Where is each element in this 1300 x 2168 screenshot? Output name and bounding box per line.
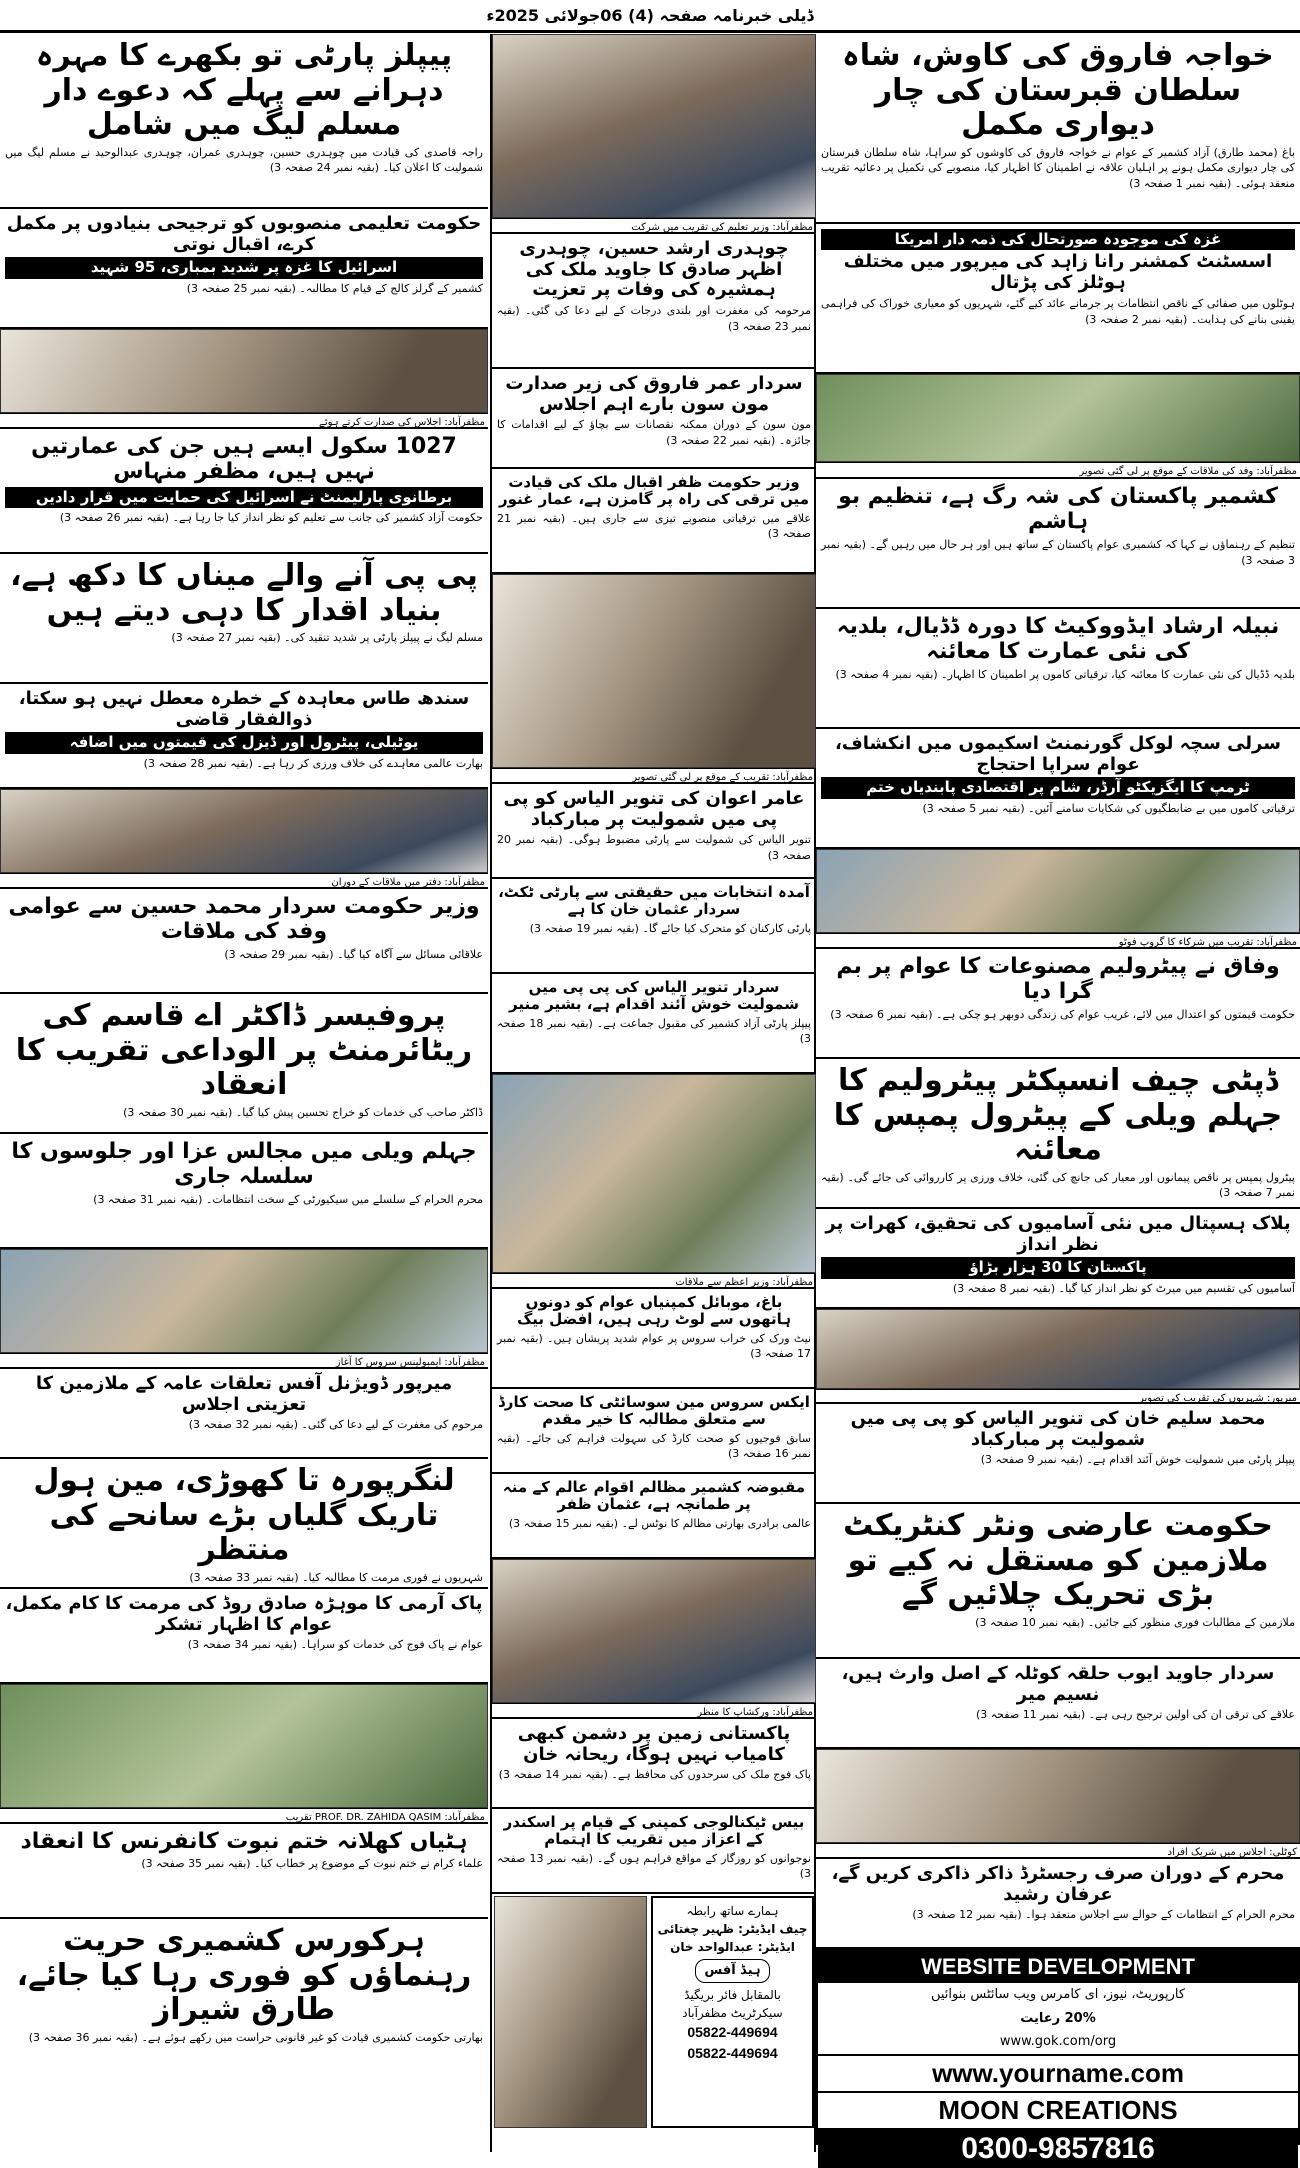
headline: عامر اعوان کی تنویر الیاس کو پی پی میں شمولیت پر مبارکباد [503, 788, 805, 830]
story-block [0, 1134, 488, 1249]
story-text: بھارت عالمی معاہدے کی خلاف ورزی کر رہا ہے۔ (بقیہ نمبر 28 صفحہ 3) [143, 756, 483, 770]
story-block [0, 1824, 488, 1919]
headline: سردار عمر فاروق کی زیر صدارت مون سون بارے اہم اجلاس [505, 373, 803, 415]
story-text: عوام نے پاک فوج کی خدمات کو سراہا۔ (بقیہ نمبر 34 صفحہ 3) [187, 1638, 483, 1652]
story-block [816, 949, 1300, 1059]
story-text: نیٹ ورک کی خراب سروس پر عوام شدید پریشان ہیں۔ (بقیہ نمبر 17 صفحہ 3) [497, 1331, 811, 1361]
news-photo [0, 1684, 488, 1808]
headline: ہٹیاں کھلانہ ختم نبوت کانفرنس کا انعقاد [20, 1829, 468, 1854]
news-photo [0, 789, 488, 873]
story-text: مون سون کے دوران ممکنہ نقصانات سے بچاؤ کے لیے اقدامات کا جائزہ۔ (بقیہ نمبر 22 صفحہ 3) [497, 418, 811, 448]
story-text: پیٹرول پمپس پر ناقص پیمانوں اور معیار کی جانچ کی گئی، خلاف ورزی پر کارروائی کی جائے گی۔ (بقیہ نمبر 7 صفحہ 3) [821, 1170, 1295, 1200]
story-text: حکومت آزاد کشمیر کی جانب سے تعلیم کو نظر انداز کیا جا رہا ہے۔ (بقیہ نمبر 26 صفحہ 3) [59, 510, 483, 524]
headline: 1027 سکول ایسے ہیں جن کی عمارتیں نہیں ہیں، مظفر منہاس [31, 434, 457, 485]
photo-caption: مظفرآباد: ایمبولینس سروس کا آغاز [0, 1353, 488, 1371]
story-text: محرم الحرام کے انتظامات کے حوالے سے اجلاس منعقد ہوا۔ (بقیہ نمبر 12 صفحہ 3) [912, 1908, 1295, 1922]
photo-caption: مظفرآباد: وزیر اعظم سے ملاقات [492, 1273, 816, 1291]
headline: آمدہ انتخابات میں حقیقتی سے پارٹی ٹکٹ، سردار عثمان خان کا ہے [498, 883, 810, 919]
photo-block [0, 789, 488, 889]
office-address: بالمقابل فائر بریگیڈ سیکرٹریٹ مظفرآباد [682, 1987, 783, 2020]
headline: وزیر حکومت سردار محمد حسین سے عوامی وفد کی ملاقات [8, 894, 480, 945]
story-text: علاقے کی ترقی ان کی اولین ترجیح رہی ہے۔ (بقیہ نمبر 11 صفحہ 3) [975, 1708, 1295, 1722]
headline: وزیر حکومت ظفر اقبال ملک کی قیادت میں ترقی کی راہ پر گامزن ہے، عمار غنور [498, 473, 810, 509]
headline: خواجہ فاروق کی کاوش، شاہ سلطان قبرستان کی چار دیواری مکمل [842, 38, 1274, 142]
story-block [816, 1504, 1300, 1659]
story-text: ڈاکٹر صاحب کی خدمات کو خراج تحسین پیش کیا گیا۔ (بقیہ نمبر 30 صفحہ 3) [123, 1105, 483, 1119]
story-text: علاقے میں ترقیاتی منصوبے تیزی سے جاری ہیں۔ (بقیہ نمبر 21 صفحہ 3) [497, 511, 811, 541]
sub-headline: ٹرمپ کا ایگزیکٹو آرڈر، شام پر اقتصادی پابندیاں ختم [821, 777, 1295, 798]
story-block [492, 974, 816, 1074]
story-text: آسامیوں کی تقسیم میں میرٹ کو نظر انداز کیا گیا۔ (بقیہ نمبر 8 صفحہ 3) [952, 1281, 1295, 1295]
photo-caption: مظفرآباد: وفد کی ملاقات کے موقع پر لی گئی تصویر [816, 462, 1300, 480]
photo-block [816, 1309, 1300, 1404]
story-text: راجہ قاصدی کی قیادت میں چوہدری حسین، چوہدری عمران، چوہدری عبدالوحید نے مسلم لیگ میں شمولیت کا اعلان کیا۔ (بقیہ نمبر 24 صفحہ 3) [5, 145, 483, 175]
story-block [492, 469, 816, 574]
story-text: پاک فوج ملک کی سرحدوں کی محافظ ہے۔ (بقیہ نمبر 14 صفحہ 3) [498, 1768, 811, 1782]
photo-caption: مظفرآباد: ورکشاپ کا منظر [492, 1703, 816, 1721]
story-block [816, 609, 1300, 729]
story-block [816, 1659, 1300, 1749]
head-office-logo: ہیڈ آفس [695, 1959, 769, 1983]
editor: ایڈیٹر: عبدالواحد خان [670, 1940, 795, 1954]
ad-brand: MOON CREATIONS [818, 2093, 1298, 2130]
story-text: علماء کرام نے ختم نبوت کے موضوع پر خطاب کیا۔ (بقیہ نمبر 35 صفحہ 3) [141, 1857, 483, 1871]
story-block [492, 1809, 816, 1894]
photo-caption: مظفرآباد: تقریب میں شرکاء کا گروپ فوٹو [816, 933, 1300, 951]
page-header [0, 0, 1300, 33]
story-block [492, 1389, 816, 1474]
headline: میرپور ڈویژنل آفس تعلقات عامہ کے ملازمین کا تعزیتی اجلاس [35, 1373, 453, 1415]
story-block [492, 879, 816, 974]
sub-headline: برطانوی پارلیمنٹ نے اسرائیل کی حمایت میں قرار دادیں [5, 487, 483, 508]
photo-block [492, 574, 816, 784]
story-block [0, 1369, 488, 1459]
news-photo [0, 1249, 488, 1353]
story-block [816, 1059, 1300, 1209]
photo-block [816, 374, 1300, 479]
headline: پاکستانی زمین پر دشمن کبھی کامیاب نہیں ہوگا، ریحانہ خان [517, 1723, 791, 1765]
photo-block [816, 849, 1300, 949]
story-block [0, 889, 488, 994]
story-text: مرحومہ کی مغفرت اور بلندی درجات کے لیے دعا کی گئی۔ (بقیہ نمبر 23 صفحہ 3) [497, 304, 811, 333]
headline: سرلی سچہ لوکل گورنمنٹ اسکیموں میں انکشاف، عوام سراپا احتجاج [835, 733, 1281, 775]
sub-headline: پاکستان کا 30 ہزار بڑاؤ [821, 1257, 1295, 1278]
headline: اسسٹنٹ کمشنر رانا زاہد کی میرپور میں مختلف ہوٹلز کی پڑتال [843, 251, 1273, 293]
chief-editor: چیف ایڈیٹر: ظہیر چغتائی [657, 1922, 808, 1936]
headline: حکومت تعلیمی منصوبوں کو ترجیحی بنیادوں پر مکمل کرے، اقبال نوتی [6, 213, 482, 255]
photo-block [492, 1559, 816, 1719]
story-block [816, 729, 1300, 849]
story-block [0, 994, 488, 1134]
photo-caption: مظفرآباد: اجلاس کی صدارت کرتے ہوئے [0, 413, 488, 431]
headline: نبیلہ ارشاد ایڈووکیٹ کا دورہ ڈڈیال، بلدیہ کی نئی عمارت کا معائنہ [836, 614, 1280, 665]
story-block [0, 554, 488, 684]
story-text: شہریوں نے فوری مرمت کا مطالبہ کیا۔ (بقیہ نمبر 33 صفحہ 3) [189, 1570, 483, 1584]
story-block [492, 369, 816, 469]
story-text: مرحوم کی مغفرت کے لیے دعا کی گئی۔ (بقیہ نمبر 32 صفحہ 3) [188, 1418, 483, 1432]
story-block [816, 1404, 1300, 1504]
headline: سندھ طاس معاہدہ کے خطرہ معطل نہیں ہو سکتا، ذوالفقار قاضی [18, 688, 470, 730]
headline: باغ، موبائل کمپنیاں عوام کو دونوں ہاتھوں سے لوٹ رہی ہیں، افضل بیگ [516, 1293, 792, 1329]
photo-caption: میرپور: شہریوں کی تقریب کی تصویر [816, 1389, 1300, 1407]
headline: پیپلز پارٹی تو بکھرے کا مہرہ دہرانے سے پہلے کہ دعوے دار مسلم لیگ میں شامل [35, 38, 453, 142]
sub-headline: غزہ کی موجودہ صورتحال کی ذمہ دار امریکا [821, 229, 1295, 250]
story-text: ترقیاتی کاموں میں بے ضابطگیوں کی شکایات سامنے آئیں۔ (بقیہ نمبر 5 صفحہ 3) [922, 801, 1295, 815]
headline: بیس ٹیکنالوجی کمپنی کے قیام پر اسکندر کے اعزاز میں تقریب کا اہتمام [503, 1813, 805, 1849]
photo-caption: مظفرآباد: PROF. DR. ZAHIDA QASIM تقریب [0, 1808, 488, 1826]
headline: ہرکورس کشمیری حریت رہنماؤں کو فوری رہا کیا جائے، طارق شیراز [16, 1923, 472, 2027]
story-text: عالمی برادری بھارتی مظالم کا نوٹس لے۔ (بقیہ نمبر 15 صفحہ 3) [508, 1516, 811, 1530]
photo-block [492, 1074, 816, 1289]
headline: محمد سلیم خان کی تنویر الیاس کو پی پی میں شمولیت پر مبارکباد [850, 1408, 1266, 1450]
story-text: ملازمین کے مطالبات فوری منظور کیے جائیں۔ (بقیہ نمبر 10 صفحہ 3) [975, 1615, 1295, 1629]
headline: چوہدری ارشد حسین، چوہدری اظہر صادق کا جاوید ملک کی ہمشیرہ کی وفات پر تعزیت [519, 238, 789, 301]
story-text: باغ (محمد طارق) آزاد کشمیر کے عوام نے خواجہ فاروق کی کاوشوں کو سراہا، شاہ سلطان قبرستان کی چار دیواری مکمل ہونے پر اہلیان علاقہ نے اطمینان کا اظہار کیا، منصوبے کی تکمیل پر دعائیہ تقریب منعقد ہوئی۔ (بقیہ نمبر 1 صفحہ 3) [821, 145, 1295, 191]
news-photo [0, 329, 488, 413]
news-photo [816, 1309, 1300, 1389]
headline: سردار تنویر الیاس کی پی پی میں شمولیت خوش آئند اقدام ہے، بشیر منیر [509, 978, 799, 1014]
story-block [0, 1589, 488, 1684]
story-block [816, 479, 1300, 609]
news-photo [816, 849, 1300, 933]
right-column [814, 34, 1300, 2165]
story-text: سابق فوجیوں کو صحت کارڈ کی سہولت فراہم کی جائے۔ (بقیہ نمبر 16 صفحہ 3) [497, 1431, 811, 1461]
story-block [0, 684, 488, 789]
headline: مقبوضہ کشمیر مظالم اقوام عالم کے منہ پر طمانچہ ہے، عثمان ظفر [502, 1478, 806, 1514]
story-block [0, 34, 488, 209]
story-block [492, 234, 816, 369]
phone-1[interactable]: 05822-449694 [687, 2023, 778, 2040]
story-block [816, 1859, 1300, 1949]
photo-block [816, 1749, 1300, 1859]
story-text: نوجوانوں کو روزگار کے مواقع فراہم ہوں گے۔ (بقیہ نمبر 13 صفحہ 3) [497, 1851, 811, 1881]
news-photo [816, 1749, 1300, 1843]
headline: سردار جاوید ایوب حلقہ کوٹلہ کے اصل وارث ہیں، نسیم میر [841, 1663, 1275, 1705]
photo-caption: کوٹلی: اجلاس میں شریک افراد [816, 1843, 1300, 1861]
news-photo [492, 1559, 816, 1703]
news-photo [492, 1074, 816, 1273]
news-photo [492, 574, 816, 768]
headline: ایکس سروس مین سوسائٹی کا صحت کارڈ سے متعلق مطالبہ کا خیر مقدم [498, 1393, 810, 1429]
story-block [492, 784, 816, 879]
story-text: بلدیہ ڈڈیال کی نئی عمارت کا معائنہ کیا، ترقیاتی کاموں پر اطمینان کا اظہار۔ (بقیہ نمبر 4 صفحہ 3) [835, 667, 1295, 681]
headline: حکومت عارضی ونٹر کنٹریکٹ ملازمین کو مستقل نہ کیے تو بڑی تحریک چلائیں گے [843, 1508, 1273, 1612]
left-column [0, 34, 488, 2152]
photo-block [0, 329, 488, 429]
masthead-box [651, 1896, 814, 2128]
story-block [816, 224, 1300, 374]
news-photo [816, 374, 1300, 462]
story-text: محرم الحرام کے سلسلے میں سیکیورٹی کے سخت انتظامات۔ (بقیہ نمبر 31 صفحہ 3) [93, 1192, 483, 1206]
bottom-split [492, 1894, 816, 2130]
ad-url[interactable]: www.yourname.com [818, 2054, 1298, 2093]
story-text: حکومت قیمتوں کو اعتدال میں لائے، غریب عوام کی زندگی دوبھر ہو چکی ہے۔ (بقیہ نمبر 6 صفحہ 3) [830, 1007, 1295, 1021]
headline: وفاق نے پیٹرولیم مصنوعات کا عوام پر بم گرا دیا [836, 954, 1280, 1005]
headline: جہلم ویلی میں مجالس عزا اور جلوسوں کا سلسلہ جاری [11, 1139, 477, 1190]
sub-headline: اسرائیل کا غزہ پر شدید بمباری، 95 شہید [5, 257, 483, 278]
story-text: پیپلز پارٹی میں شمولیت خوش آئند اقدام ہے۔ (بقیہ نمبر 9 صفحہ 3) [980, 1453, 1295, 1467]
headline: کشمیر پاکستان کی شہ رگ ہے، تنظیم بو ہاشم [838, 484, 1278, 535]
phone-2[interactable]: 05822-449694 [687, 2044, 778, 2061]
headline: پاک آرمی کا موہڑہ صادق روڈ کی مرمت کا کام مکمل، عوام کا اظہار تشکر [5, 1593, 483, 1635]
photo-block [0, 1249, 488, 1369]
page-header-text: ڈیلی خبرنامہ صفحہ (4) 06جولائی 2025ء [486, 5, 814, 25]
photo-caption: مظفرآباد: وزیر تعلیم کی تقریب میں شرکت [492, 218, 816, 236]
story-text: بھارتی حکومت کشمیری قیادت کو غیر قانونی حراست میں رکھے ہوئے ہے۔ (بقیہ نمبر 36 صفحہ 3) [28, 2030, 483, 2044]
news-photo [492, 34, 816, 218]
photo-caption: مظفرآباد: تقریب کے موقع پر لی گئی تصویر [492, 768, 816, 786]
news-photo [494, 1896, 647, 2128]
story-text: ہوٹلوں میں صفائی کے ناقص انتظامات پر جرمانے عائد کیے گئے، شہریوں کو معیاری خوراک کی فراہمی یقینی بنانے کی ہدایت۔ (بقیہ نمبر 2 صفحہ 3) [821, 296, 1295, 326]
story-text: پیپلز پارٹی آزاد کشمیر کی مقبول جماعت ہے۔ (بقیہ نمبر 18 صفحہ 3) [497, 1016, 811, 1046]
story-block [492, 1289, 816, 1389]
ad-link[interactable]: www.gok.com/org [999, 2034, 1117, 2050]
story-text: علاقائی مسائل سے آگاہ کیا گیا۔ (بقیہ نمبر 29 صفحہ 3) [224, 947, 483, 961]
headline: لنگرپورہ تا کھوڑی، مین ہول تاریک گلیاں بڑے سانحے کی منتظر [33, 1463, 455, 1567]
masthead-line: ہمارے ساتھ رابطہ [686, 1904, 779, 1918]
story-block [0, 209, 488, 329]
headline: پروفیسر ڈاکٹر اے قاسم کی ریٹائرمنٹ پر الوداعی تقریب کا انعقاد [15, 998, 473, 1102]
story-text: پارٹی کارکنان کو متحرک کیا جائے گا۔ (بقیہ نمبر 19 صفحہ 3) [529, 921, 811, 935]
story-block [0, 429, 488, 554]
photo-caption: مظفرآباد: دفتر میں ملاقات کے دوران [0, 873, 488, 891]
headline: پی پی آنے والے میناں کا دکھ ہے، بنیاد اقدار کا دہی دیتے ہیں [10, 558, 478, 628]
story-text: تنویر الیاس کی شمولیت سے پارٹی مضبوط ہوگی۔ (بقیہ نمبر 20 صفحہ 3) [497, 833, 811, 863]
ad-line: کارپوریٹ، نیوز، ای کامرس ویب سائٹس بنوائیں [930, 1987, 1186, 2002]
headline: پلاک ہسپتال میں نئی آسامیوں کی تحقیق، کھرات پر نظر انداز [825, 1213, 1291, 1255]
story-block [816, 34, 1300, 224]
photo-block [492, 34, 816, 234]
headline: محرم کے دوران صرف رجسٹرڈ ذاکر ذاکری کریں گے، عرفان رشید [831, 1863, 1285, 1905]
photo-block [0, 1684, 488, 1824]
ad-title: WEBSITE DEVELOPMENT [818, 1951, 1298, 1983]
ad-discount: 20% رعایت [1020, 2010, 1096, 2026]
story-text: مسلم لیگ نے پیپلز پارٹی پر شدید تنقید کی۔ (بقیہ نمبر 27 صفحہ 3) [171, 631, 483, 644]
advertisement[interactable] [816, 1949, 1300, 2165]
middle-column [490, 34, 816, 2152]
ad-phone[interactable]: 0300-9857816 [818, 2130, 1298, 2168]
story-text: کشمیر کے گرلز کالج کے قیام کا مطالبہ۔ (بقیہ نمبر 25 صفحہ 3) [186, 281, 483, 295]
story-block [816, 1209, 1300, 1309]
story-block [492, 1719, 816, 1809]
story-block [492, 1474, 816, 1559]
headline: ڈپٹی چیف انسپکٹر پیٹرولیم کا جہلم ویلی کے پیٹرول پمپس کا معائنہ [833, 1063, 1283, 1167]
story-block [0, 1459, 488, 1589]
sub-headline: یوٹیلی، پیٹرول اور ڈیزل کی قیمتوں میں اضافہ [5, 732, 483, 753]
story-text: تنظیم کے رہنماؤں نے کہا کہ کشمیری عوام پاکستان کے ساتھ ہیں اور ہر حال میں رہیں گے۔ (بقیہ نمبر 3 صفحہ 3) [821, 537, 1295, 567]
story-block [0, 1919, 488, 2044]
